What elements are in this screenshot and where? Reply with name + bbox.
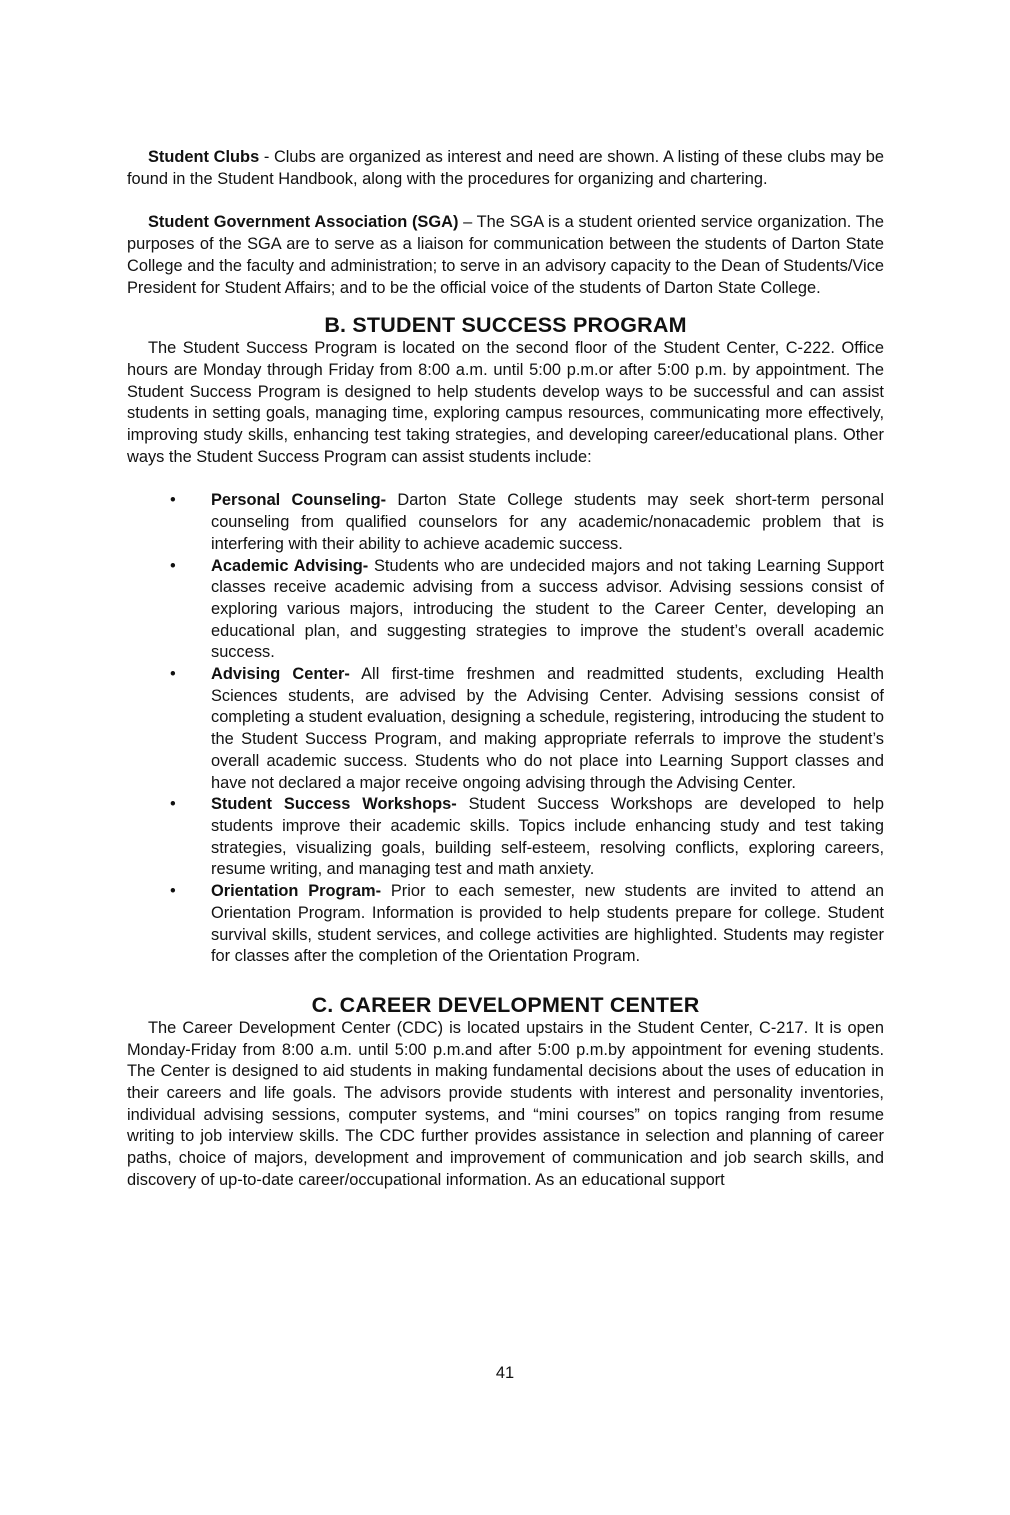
list-item-text: Darton State College students may seek short-term personal counseling from qualified counselors for any academic/nonacademic problem that is interfering with their ability to achieve academic success. [211,491,885,553]
sga-paragraph [127,212,884,299]
bullet-icon: • [170,556,176,575]
list-item-text: Prior to each semester, new students are invited to attend an Orientation Program. Information is provided to help students prepare for college. Student survival skills, student services, and college activities are highlighted. Students may register for classes after the completion of the Orientation Program. [211,882,884,966]
document-page [127,147,884,1192]
bullet-icon: • [170,795,176,814]
list-item-text: Students who are undecided majors and not taking Learning Support classes receive academic advising from a success advisor. Advising sessions consist of exploring various majors, introducing the student to the Career Center, developing an educational plan, and suggesting strategies to improve the student’s overall academic success. [211,556,884,662]
bullet-icon: • [170,882,176,901]
list-item [127,881,884,968]
section-c-intro: The Career Development Center (CDC) is located upstairs in the Student Center, C-217. It is open Monday-Friday from 8:00 a.m. until 5:00 p.m.and after 5:00 p.m.by appointment for evening students. The Center is designed to aid students in making fundamental decisions about the uses of education in their careers and life goals. The advisors provide students with interest and personality inventories, individual advising sessions, computer systems, and “mini courses” on topics ranging from resume writing to job interview skills. The CDC further provides assistance in selection and planning of career paths, choice of majors, development and improvement of communication and job search skills, and discovery of up-to-date career/occupational information. As an educational support [127,1018,884,1189]
list-item [127,490,884,555]
section-b-title: B. STUDENT SUCCESS PROGRAM [324,313,687,338]
list-item-label: Personal Counseling- [211,491,387,510]
list-item-text: Student Success Workshops are developed to help students improve their academic skills. Topics include enhancing study and test taking strategies, visualizing goals, building self-esteem, resolving conflicts, exploring careers, resume writing, and managing test and math anxiety. [211,795,884,879]
bullet-icon: • [170,665,176,684]
list-item [127,556,884,665]
page-number: 41 [495,1364,515,1382]
list-item-text: All first-time freshmen and readmitted students, excluding Health Sciences students, are advised by the Advising Center. Advising sessions consist of completing a student evaluation, designing a schedule, registering, introducing the student to the Student Success Program, and making appropriate referrals to improve the student’s overall academic success. Students who do not place into Learning Support classes and have not declared a major receive ongoing advising through the Advising Center. [211,665,884,792]
clubs-paragraph [127,147,884,190]
sga-text: – The SGA is a student oriented service organization. The purposes of the SGA are to serve as a liaison for communication between the students of Darton State College and the faculty and administration; to serve in an advisory capacity to the Dean of Students/Vice President for Student Affairs; and to be the official voice of the students of Darton State College. [127,213,884,297]
section-b-intro: The Student Success Program is located on the second floor of the Student Center, C-222. Office hours are Monday through Friday from 8:00 a.m. until 5:00 p.m.or after 5:00 p.m. by appointment. The Student Success Program is designed to help students develop ways to be successful and can assist students in setting goals, managing time, exploring campus resources, communicating more effectively, improving study skills, enhancing test taking strategies, and developing career/educational plans. Other ways the Student Success Program can assist students include: [127,339,884,466]
list-item-label: Orientation Program- [211,882,382,901]
clubs-text: - Clubs are organized as interest and need are shown. A listing of these clubs may be found in the Student Handbook, along with the procedures for organizing and chartering. [127,148,884,188]
success-program-list [127,490,884,967]
list-item [127,664,884,794]
section-c-title: C. CAREER DEVELOPMENT CENTER [311,992,700,1017]
list-item-label: Academic Advising- [211,556,369,575]
list-item-label: Student Success Workshops- [211,795,457,814]
list-item-label: Advising Center- [211,665,350,684]
list-item [127,794,884,881]
sga-heading: Student Government Association (SGA) [148,213,459,232]
bullet-icon: • [170,491,176,510]
clubs-heading: Student Clubs [148,148,260,166]
